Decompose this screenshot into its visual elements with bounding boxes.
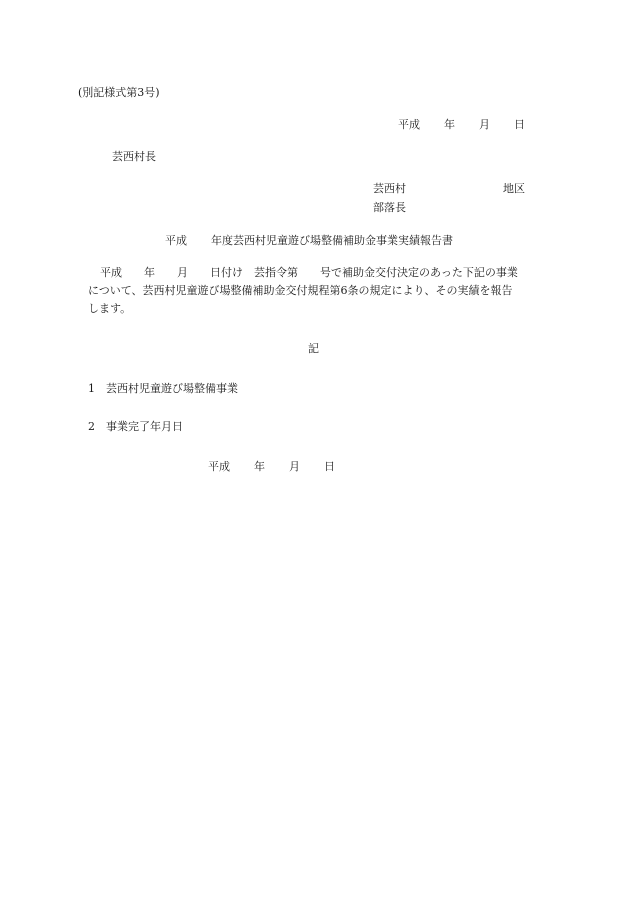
form-label: (別記様式第3号) <box>78 86 160 99</box>
completion-date-era: 平成 <box>208 460 230 473</box>
header-date <box>398 118 525 132</box>
item-1-number: 1 <box>88 382 95 395</box>
body-paragraph <box>88 264 558 318</box>
sender-district: 地区 <box>503 182 525 195</box>
header-date-day: 日 <box>514 118 525 131</box>
completion-date-day: 日 <box>324 460 335 473</box>
sender-title: 部落長 <box>373 201 406 214</box>
completion-date <box>208 460 335 474</box>
doc-title <box>165 234 453 248</box>
doc-title-era: 平成 <box>165 234 187 247</box>
item-2-label: 事業完了年月日 <box>106 420 183 433</box>
header-date-year: 年 <box>444 118 455 131</box>
addressee: 芸西村長 <box>112 150 156 163</box>
ki-marker: 記 <box>308 342 319 355</box>
header-date-month: 月 <box>479 118 490 131</box>
sender-village: 芸西村 <box>373 182 406 195</box>
completion-date-month: 月 <box>289 460 300 473</box>
body-line-2: について、芸西村児童遊び場整備補助金交付規程第6条の規定により、その実績を報告 <box>88 284 513 297</box>
doc-title-text: 年度芸西村児童遊び場整備補助金事業実績報告書 <box>211 234 453 247</box>
item-1-label: 芸西村児童遊び場整備事業 <box>106 382 238 395</box>
body-line-1: 平成 年 月 日付け 芸指令第 号で補助金交付決定のあった下記の事業 <box>100 266 518 279</box>
completion-date-year: 年 <box>254 460 265 473</box>
item-2-number: 2 <box>88 420 95 433</box>
body-line-3: します。 <box>88 302 132 315</box>
header-date-era: 平成 <box>398 118 420 131</box>
